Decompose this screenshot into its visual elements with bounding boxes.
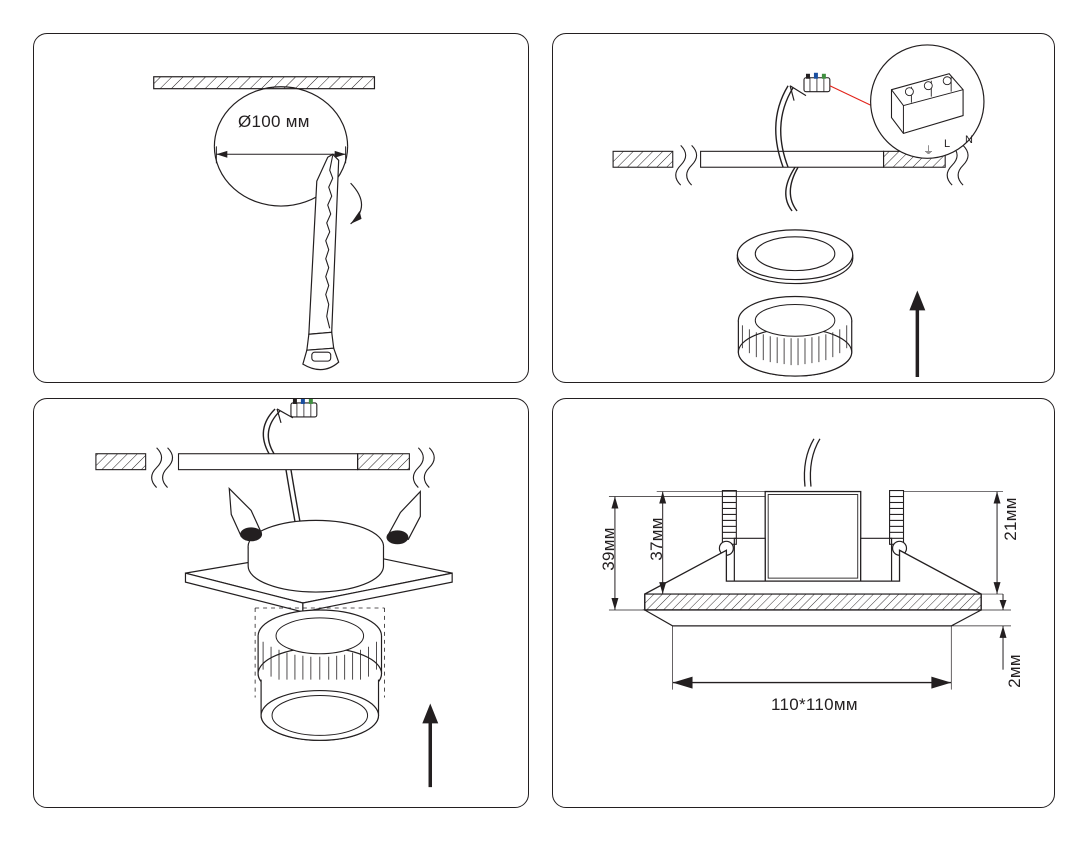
power-cable: [786, 167, 798, 211]
arrow-up-icon: [422, 704, 438, 788]
lamp-module: [258, 610, 381, 740]
callout-leader: [830, 86, 872, 106]
dimension-110x110mm: [673, 626, 952, 690]
step-3-drawing: [34, 399, 528, 807]
label-height-total: 39мм: [599, 527, 618, 571]
hole-saw-tool: [303, 154, 339, 369]
fixture-housing: [248, 520, 383, 592]
rotation-arrow-icon: [351, 183, 362, 224]
terminal-block-small: [804, 73, 830, 92]
panel-step-2: [552, 33, 1055, 383]
fixture-housing: [737, 230, 852, 284]
panel-step-4: [552, 398, 1055, 808]
terminal-label-n: N: [965, 134, 974, 146]
label-flange-thickness: 2мм: [1005, 654, 1024, 688]
diameter-label: Ø100 мм: [238, 112, 310, 131]
terminal-label-l: L: [944, 138, 951, 150]
step-2-drawing: [553, 34, 1054, 382]
terminal-label-pe: ⏚: [923, 145, 935, 157]
ceiling-slab: [154, 77, 375, 89]
fixture-cross-section: [645, 491, 981, 626]
power-cable: [804, 439, 820, 487]
lamp-module: [738, 296, 851, 376]
label-outer-size: 110*110мм: [771, 695, 858, 714]
arrow-up-icon: [909, 291, 925, 378]
panel-step-1: [33, 33, 529, 383]
panel-step-3: [33, 398, 529, 808]
ceiling-slab: [96, 448, 434, 488]
step-1-drawing: [34, 34, 528, 382]
label-height-upper: 21мм: [1001, 497, 1020, 541]
label-height-body: 37мм: [647, 517, 666, 561]
fixture-lead-cable: [263, 399, 317, 454]
step-4-drawing: [553, 399, 1054, 807]
